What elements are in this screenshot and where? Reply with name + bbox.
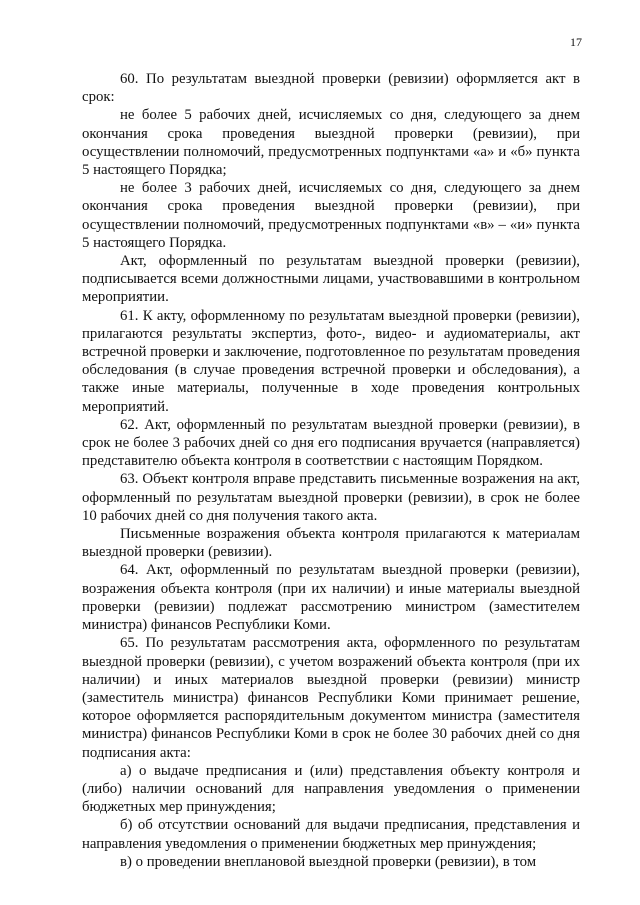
- paragraph-60-term-3-days: не более 3 рабочих дней, исчисляемых со дня, следующего за днем окончания срока проведения выездной проверки (ревизии), при осуществлении полномочий, предусмотренных подпунктами «в» – «и» пункта 5 настоящего Порядка.: [82, 180, 580, 251]
- paragraph-60: 60. По результатам выездной проверки (ревизии) оформляется акт в срок:: [82, 71, 580, 106]
- paragraph-63: 63. Объект контроля вправе представить письменные возражения на акт, оформленный по результатам выездной проверки (ревизии), в срок не более 10 рабочих дней со дня получения такого акта.: [82, 471, 580, 524]
- page-number: 17: [570, 35, 582, 49]
- paragraph-act-signing: Акт, оформленный по результатам выездной проверки (ревизии), подписывается всеми должностными лицами, участвовавшими в контрольном мероприятии.: [82, 253, 580, 306]
- paragraph-65-v: в) о проведении внеплановой выездной проверки (ревизии), в том: [120, 853, 537, 870]
- paragraph-65-a: а) о выдаче предписания и (или) представления объекту контроля и (либо) наличии оснований для направления уведомления о применении бюджетных мер принуждения;: [82, 762, 580, 816]
- paragraph-64: 64. Акт, оформленный по результатам выездной проверки (ревизии), возражения объекта контроля (при их наличии) и иные материалы выездной проверки (ревизии) подлежат рассмотрению министром (заместителем министра) финансов Республики Коми.: [82, 562, 580, 634]
- paragraph-65-b: б) об отсутствии оснований для выдачи предписания, представления и направления уведомления о применении бюджетных мер принуждения;: [82, 817, 580, 852]
- paragraph-61: 61. К акту, оформленному по результатам выездной проверки (ревизии), прилагаются результаты экспертиз, фото-, видео- и аудиоматериалы, акт встречной проверки и заключение, подготовленное по результатам проведения обследования (в случае проведения встречной проверки и обследования), а также иные материалы, полученные в ходе проведения контрольных мероприятий.: [82, 307, 580, 415]
- paragraph-62: 62. Акт, оформленный по результатам выездной проверки (ревизии), в срок не более 3 рабочих дней со дня его подписания вручается (направляется) представителю объекта контроля в соответствии с настоящим Порядком.: [82, 416, 580, 470]
- paragraph-65: 65. По результатам рассмотрения акта, оформленного по результатам выездной проверки (ревизии), с учетом возражений объекта контроля (при их наличии) и иных материалов выездной проверки (ревизии) министр (заместитель министра) финансов Республики Коми принимает решение, которое оформляется распорядительным документом министра (заместителя министра) финансов Республики Коми в срок не более 30 рабочих дней со дня подписания акта:: [82, 635, 580, 761]
- paragraph-60-term-5-days: не более 5 рабочих дней, исчисляемых со дня, следующего за днем окончания срока проведения выездной проверки (ревизии), при осуществлении полномочий, предусмотренных подпунктами «а» и «б» пункта 5 настоящего Порядка;: [82, 107, 580, 179]
- paragraph-objections: Письменные возражения объекта контроля прилагаются к материалам выездной проверки (ревизии).: [82, 526, 580, 561]
- document-body: [82, 70, 580, 871]
